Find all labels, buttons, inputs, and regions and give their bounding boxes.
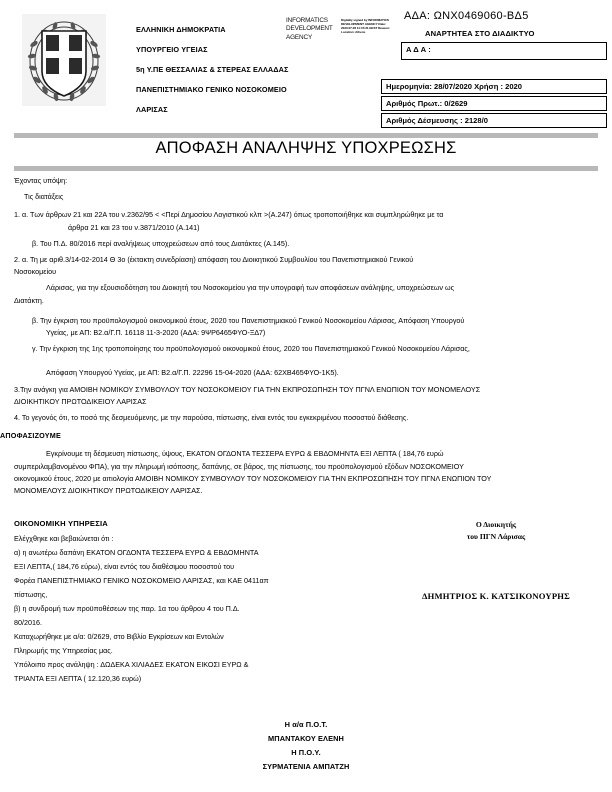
financial-line-0: Ελέγχθηκε και βεβαιώνεται ότι : [14,534,114,543]
ida-signature-detail: Digitally signed by INFORMATICS DEVELOPMENT AGENCY Date: 2020.07.28 11:15:31 EEST Reason: Location: Athens [341,18,390,35]
clause-1a-line2: άρθρα 21 και 23 του ν.3871/2010 (Α.141) [68,222,200,232]
clause-2a-line4: Διατάκτη. [14,295,44,305]
financial-line-2: ΕΞΙ ΛΕΠΤΑ,( 184,76 εύρω), είναι εντός του διαθέσιμου ποσοστού του [14,562,235,571]
anartitea-label: ΑΝΑΡΤΗΤΕΑ ΣΤΟ ΔΙΑΔΙΚΤΥΟ [425,29,535,38]
governor-role-line-1: Ο Διοικητής [475,520,517,529]
financial-line-9: Υπόλοιπο προς ανάληψη : ΔΩΔΕΚΑ ΧΙΛΙΑΔΕΣ ΕΚΑΤΟΝ ΕΙΚΟΣΙ ΕΥΡΩ & [14,660,249,669]
decision-line-3: οικονομικού έτους, 2020 με αιτιολογία ΑΜΟΙΒΗ ΝΟΜΙΚΟΥ ΣΥΜΒΟΥΛΟΥ ΤΟΥ ΝΟΣΟΚΟΜΕΙΟΥ ΓΙΑ ΤΗΝ ΕΚΠΡΟΣΩΠΗΣΗ ΤΟΥ ΠΓΝΛ ΕΝΩΠΙΟΝ ΤΟΥ [14,473,492,483]
decision-line-1: Εγκρίνουμε τη δέσμευση πίστωσης, ύψους, ΕΚΑΤΟΝ ΟΓΔΟΝΤΑ ΤΕΣΣΕΡΑ ΕΥΡΩ & ΕΒΔΟΜΗΝΤΑ ΕΞΙ ΛΕΠΤΑ ( 184,76 ευρώ [46,449,444,459]
preamble-provisions: Τις διατάξεις [24,192,64,202]
director-name: ΣΥΡΜΑΤΕΝΙΑ ΑΜΠΑΤΖΗ [262,762,350,771]
commitment-field-box: Αριθμός Δέσμευσης : 2128/0 [381,113,607,128]
ida-digital-signature-stamp [286,17,394,63]
clause-2a-line3: Λάρισας, για την εξουσιοδότηση του Διοικητή του Νοσοκομείου για την υπογραφή των αποφάσεων ανάληψης, υποχρεώσεων ως [46,283,455,293]
ida-agency-label: INFORMATICS DEVELOPMENT AGENCY [286,17,333,41]
clause-2b-line1: β. Την έγκριση του προϋπολογισμού οικονομικού έτους, 2020 του Πανεπιστημιακού Γενικού Νοσοκομείου Λάρισας, Απόφαση Υπουργού [32,315,465,325]
emblem-icon [22,14,106,106]
decision-line-4: ΜΟΝΟΜΕΛΟΥΣ ΔΙΟΙΚΗΤΙΚΟΥ ΠΡΩΤΟΔΙΚΕΙΟΥ ΛΑΡΙΣΑΣ. [14,486,203,496]
financial-line-6: 80/2016. [14,618,42,627]
financial-line-3: Φορέα ΠΑΝΕΠΙΣΤΗΜΙΑΚΟ ΓΕΝΙΚΟ ΝΟΣΟΚΟΜΕΙΟ ΛΑΡΙΣΑΣ, και ΚΑΕ 0411απ [14,576,269,585]
clause-1b: β. Του Π.Δ. 80/2016 περί αναλήψεως υποχρεώσεων από τους Διατάκτες (Α.145). [32,238,290,248]
clause-1a-line1: 1. α. Των άρθρων 21 και 22Α του ν.2362/95 < <Περί Δημοσίου Λογιστικού κλπ >(Α.247) όπως τροποποιήθηκε και συμπληρώθηκε με τα [14,210,444,220]
document-body [0,176,612,496]
financial-line-8: Πληρωμής της Υπηρεσίας μας. [14,646,113,655]
org-line-ministry: ΥΠΟΥΡΓΕΙΟ ΥΓΕΙΑΣ [136,45,208,54]
decision-heading: ΑΠΟΦΑΣΙΖΟΥΜΕ [0,431,61,441]
org-line-city: ΛΑΡΙΣΑΣ [136,105,168,114]
finance-officer-signature-block [0,718,612,774]
financial-line-1: α) η ανωτέρω δαπάνη ΕΚΑΤΟΝ ΟΓΔΟΝΤΑ ΤΕΣΣΕΡΑ ΕΥΡΩ & ΕΒΔΟΜΗΝΤΑ [14,548,259,557]
org-line-region: 5η Υ.ΠΕ ΘΕΣΣΑΛΙΑΣ & ΣΤΕΡΕΑΣ ΕΛΛΑΔΑΣ [136,65,289,74]
finance-officer-role: Η α/α Π.Ο.Τ. [284,720,328,729]
clause-2c-line1: γ. Την έγκριση της 1ης τροποποίησης του προϋπολογισμού οικονομικού έτους, 2020 του Πανεπιστημιακού Γενικού Νοσοκομείου Λάρισας, [32,344,470,354]
financial-service-heading: ΟΙΚΟΝΟΜΙΚΗ ΥΠΗΡΕΣΙΑ [14,519,108,528]
financial-service-block [14,519,354,686]
page-title: ΑΠΟΦΑΣΗ ΑΝΑΛΗΨΗΣ ΥΠΟΧΡΕΩΣΗΣ [155,139,457,157]
title-rule-bottom [14,166,598,171]
org-line-hospital: ΠΑΝΕΠΙΣΤΗΜΙΑΚΟ ΓΕΝΙΚΟ ΝΟΣΟΚΟΜΕΙΟ [136,85,287,94]
document-header [0,0,612,128]
ada-code: ΑΔΑ: ΩΝΧ0469060-ΒΔ5 [404,10,529,22]
governor-name: ΔΗΜΗΤΡΙΟΣ Κ. ΚΑΤΣΙΚΟΝΟΥΡΗΣ [421,591,570,601]
financial-line-5: β) η συνδρομή των προϋποθέσεων της παρ. 1α του άρθρου 4 του Π.Δ. [14,604,240,613]
director-role: Η Π.Ο.Υ. [291,748,321,757]
decision-line-2: συμπεριλαμβανομένου ΦΠΑ), για την πληρωμή ισόποσης, δαπάνης, σε βάρος, της πίστωσης, του προϋπολογισμού εξόδων ΝΟΣΟΚΟΜΕΙΟΥ [14,461,464,471]
title-rule-top [14,133,598,138]
clause-3-line1: 3.Την ανάγκη για ΑΜΟΙΒΗ ΝΟΜΙΚΟΥ ΣΥΜΒΟΥΛΟΥ ΤΟΥ ΝΟΣΟΚΟΜΕΙΟΥ ΓΙΑ ΤΗΝ ΕΚΠΡΟΣΩΠΗΣΗ ΤΟΥ ΠΓΝΛ ΕΝΩΠΙΟΝ ΤΟΥ ΜΟΝΟΜΕΛΟΥΣ [14,384,481,394]
financial-line-4: πίστωσης, [14,590,48,599]
ada-field-box: Α Δ Α : [401,42,607,60]
clause-2c-line2: Απόφαση Υπουργού Υγείας, με ΑΠ: Β2.α/Γ.Π. 22296 15-04-2020 (ΑΔΑ: 62ΧΒ465ΦΥΟ-1Κ5). [46,368,339,378]
clause-2b-line2: Υγείας, με ΑΠ: Β2.α/Γ.Π. 16118 11-3-2020 (ΑΔΑ: 9ΨΡ6465ΦΥΟ-Ξ∆7) [46,328,266,338]
clause-3-line2: ΔΙΟΙΚΗΤΙΚΟΥ ΠΡΩΤΟΔΙΚΕΙΟΥ ΛΑΡΙΣΑΣ [14,396,147,406]
clause-2a-line1: 2. α. Τη με αριθ.3/14-02-2014 Θ 3ο (έκτακτη συνεδρίαση) απόφαση του Διοικητικού Συμβουλίου του Πανεπιστημιακού Γενικού [14,255,414,265]
clause-4: 4. Το γεγονός ότι, το ποσό της δεσμευόμενης, με την παρούσα, πίστωσης, είναι εντός του εγκεκριμένου ποσοστού διάθεσης. [14,413,409,423]
financial-line-7: Καταχωρήθηκε με α/α: 0/2629, στο Βιβλίο Εγκρίσεων και Εντολών [14,632,224,641]
org-line-republic: ΕΛΛΗΝΙΚΗ ΔΗΜΟΚΡΑΤΙΑ [136,25,226,34]
governor-role-line-2: του ΠΓΝ Λάρισας [466,532,526,541]
finance-officer-name: ΜΠΑΝΤΑΚΟΥ ΕΛΕΝΗ [268,734,344,743]
protocol-field-box: Αριθμός Πρωτ.: 0/2629 [381,96,607,111]
governor-signature-block [380,519,612,601]
clause-2a-line2: Νοσοκομείου [14,267,56,277]
greek-coat-of-arms-emblem [22,14,106,106]
preamble-having-regard: Έχοντας υπόψη: [14,176,68,185]
financial-line-10: ΤΡΙΑΝΤΑ ΕΞΙ ΛΕΠΤΑ ( 12.120,36 ευρώ) [14,674,142,683]
date-field-box: Ημερομηνία: 28/07/2020 Χρήση : 2020 [381,79,607,94]
